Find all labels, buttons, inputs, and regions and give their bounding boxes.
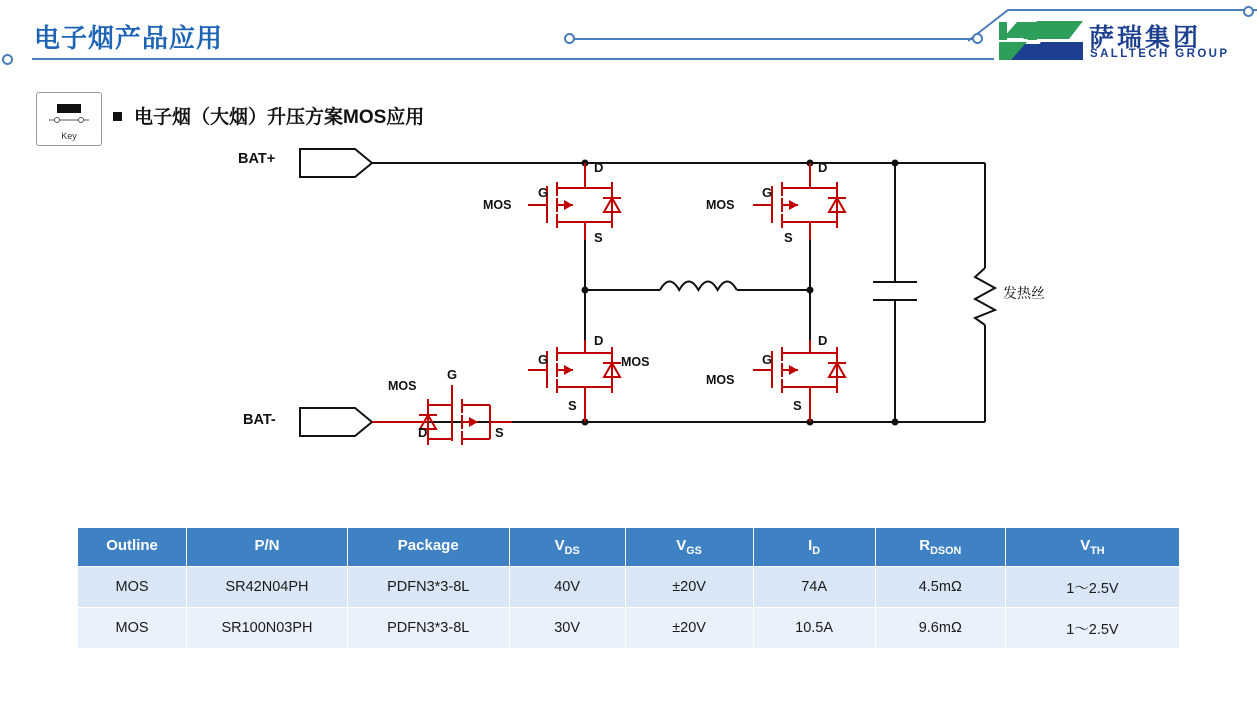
table-cell: 1～2.5V [1005, 608, 1179, 649]
table-cell: 40V [509, 567, 625, 608]
table-cell: 9.6mΩ [875, 608, 1005, 649]
table-header-cell: $R_{DSON}$ [875, 528, 1005, 567]
table-cell: SR100N03PH [187, 608, 348, 649]
table-header-cell: $I_D$ [753, 528, 875, 567]
label-bat-plus: BAT+ [238, 151, 276, 167]
pin-s-q3: S [784, 230, 793, 245]
mosfet-symbol-q5 [372, 385, 512, 445]
table-cell: ±20V [625, 608, 753, 649]
specs-table [77, 527, 1180, 649]
label-bat-minus: BAT- [243, 412, 276, 428]
table-row [78, 567, 1180, 608]
pin-s-q2: S [568, 398, 577, 413]
table-cell: 1～2.5V [1005, 567, 1179, 608]
mosfet-symbol-q3 [753, 163, 846, 240]
table-header-row [78, 528, 1180, 567]
table-header-cell: $V_{TH}$ [1005, 528, 1179, 567]
label-mos-q5: MOS [388, 379, 417, 393]
logo-text-en: SALLTECH GROUP [1090, 48, 1230, 60]
table-cell: PDFN3*3-8L [347, 567, 509, 608]
pin-g-q5: G [447, 367, 458, 382]
logo-text-cn: 萨瑞集团 [1089, 24, 1202, 52]
decoration-circle [564, 33, 575, 44]
page-title: 电子烟产品应用 [34, 23, 224, 53]
pin-s-q5: S [495, 425, 504, 440]
table-cell: SR42N04PH [187, 567, 348, 608]
pin-g-q3: G [762, 185, 773, 200]
section-title: 电子烟（大烟）升压方案MOS应用 [134, 107, 425, 128]
table-header-cell: $V_{GS}$ [625, 528, 753, 567]
table-cell: PDFN3*3-8L [347, 608, 509, 649]
table-cell: 74A [753, 567, 875, 608]
table-header-cell: P/N [187, 528, 348, 567]
pin-d-q5: D [418, 425, 428, 440]
pin-d-q2: D [594, 333, 604, 348]
table-cell: 30V [509, 608, 625, 649]
title-underline [32, 58, 994, 60]
key-label: Key [61, 131, 77, 141]
label-mos-q1: MOS [483, 198, 512, 212]
decoration-circle [2, 54, 13, 65]
pin-s-q4: S [793, 398, 802, 413]
header-decoration-line [570, 38, 980, 40]
table-cell: 4.5mΩ [875, 567, 1005, 608]
decoration-circle [1243, 6, 1254, 17]
pin-g-q1: G [538, 185, 549, 200]
table-header-cell: Outline [78, 528, 187, 567]
table-cell: ±20V [625, 567, 753, 608]
pin-d-q4: D [818, 333, 828, 348]
chip-package-icon [45, 102, 93, 128]
table-cell: MOS [78, 608, 187, 649]
label-heater: 发热丝 [1003, 285, 1045, 301]
pin-s-q1: S [594, 230, 603, 245]
section-bullet-icon [113, 112, 122, 121]
table-cell: MOS [78, 567, 187, 608]
table-row [78, 608, 1180, 649]
pin-d-q3: D [818, 160, 828, 175]
table-cell: 10.5A [753, 608, 875, 649]
label-mos-q2: MOS [621, 355, 650, 369]
decoration-circle [972, 33, 983, 44]
mosfet-symbol-q1 [528, 163, 621, 240]
table-header-cell: Package [347, 528, 509, 567]
key-component-box [36, 92, 102, 146]
table-header-cell: $V_{DS}$ [509, 528, 625, 567]
pin-d-q1: D [594, 160, 604, 175]
label-mos-q4: MOS [706, 373, 735, 387]
pin-g-q2: G [538, 352, 549, 367]
company-logo [997, 18, 1235, 64]
pin-g-q4: G [762, 352, 773, 367]
logo-mark-icon [997, 18, 1085, 64]
label-mos-q3: MOS [706, 198, 735, 212]
